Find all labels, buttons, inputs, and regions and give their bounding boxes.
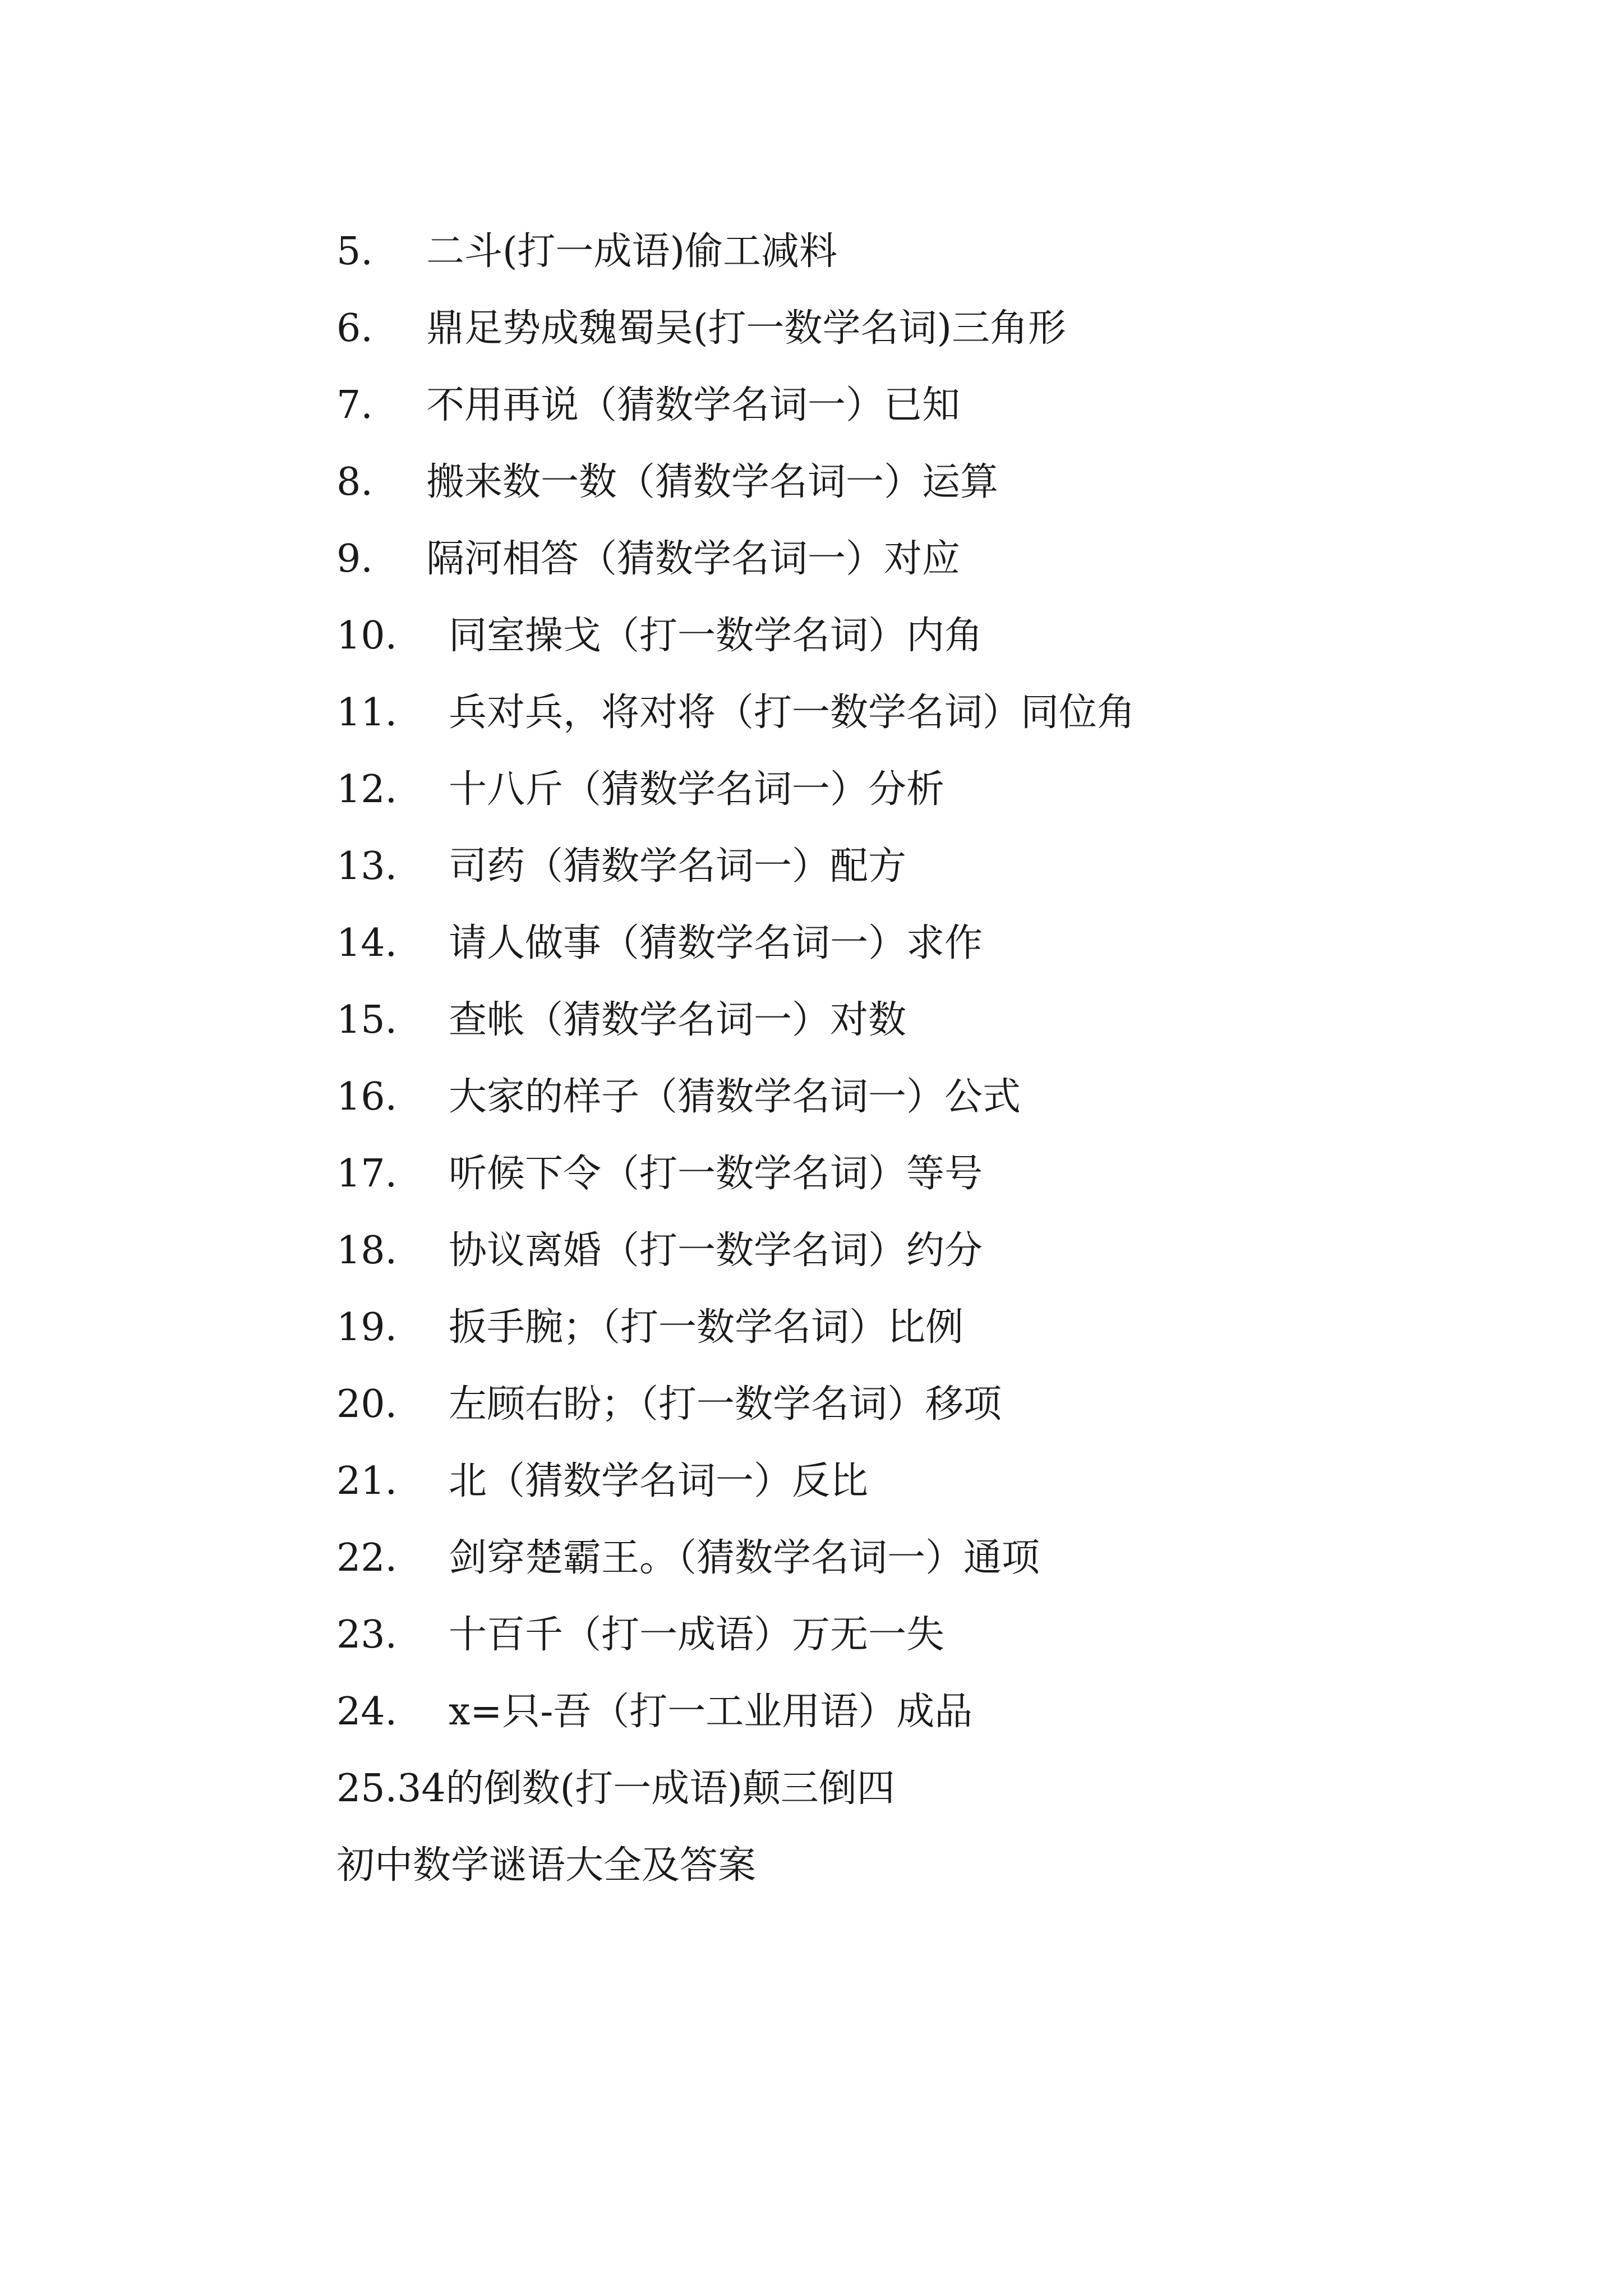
list-item [336, 521, 1458, 597]
item-text: 十八斤（猜数学名词一）分析 [449, 767, 945, 812]
item-number: 17. [336, 1152, 398, 1196]
item-text: 不用再说（猜数学名词一）已知 [426, 383, 961, 427]
item-number: 12. [336, 767, 398, 812]
item-number: 14. [336, 921, 398, 965]
list-item [336, 367, 1458, 444]
item-text: 兵对兵，将对将（打一数学名词）同位角 [449, 691, 1136, 735]
item-number: 13. [336, 844, 398, 889]
item-text: 二斗(打一成语)偷工减料 [426, 229, 838, 274]
item-number: 16. [336, 1075, 398, 1119]
item-text: 听候下令（打一数学名词）等号 [449, 1152, 983, 1196]
list-item [336, 1366, 1458, 1443]
item-text: x=只-吾（打一工业用语）成品 [449, 1690, 973, 1734]
item-number: 5. [336, 229, 373, 274]
item-text: 剑穿楚霸王。（猜数学名词一）通项 [449, 1536, 1040, 1580]
item-number: 19. [336, 1305, 398, 1350]
item-number: 24. [336, 1690, 398, 1734]
list-item [336, 674, 1458, 751]
item-text: 查帐（猜数学名词一）对数 [449, 998, 907, 1042]
list-item-25: 25.34的倒数(打一成语)颠三倒四 [336, 1766, 895, 1811]
list-item [336, 1289, 1458, 1366]
item-number: 7. [336, 383, 373, 427]
list-item [336, 982, 1458, 1059]
list-item [336, 1212, 1458, 1289]
item-text: 左顾右盼；（打一数学名词）移项 [449, 1382, 1002, 1427]
list-item [336, 1596, 1458, 1673]
list-item [336, 597, 1458, 674]
list-item [336, 1673, 1458, 1750]
item-text: 隔河相答（猜数学名词一）对应 [426, 537, 961, 581]
item-number: 10. [336, 614, 398, 658]
riddle-list [336, 213, 1458, 1904]
list-item [336, 444, 1458, 521]
item-text: 协议离婚（打一数学名词）约分 [449, 1228, 983, 1273]
item-text: 大家的样子（猜数学名词一）公式 [449, 1075, 1021, 1119]
item-number: 18. [336, 1228, 398, 1273]
item-text: 鼎足势成魏蜀吴(打一数学名词)三角形 [426, 306, 1067, 351]
item-number: 6. [336, 306, 373, 351]
list-item [336, 905, 1458, 982]
list-item [336, 828, 1458, 905]
list-item [336, 213, 1458, 290]
list-item [336, 1059, 1458, 1135]
item-number: 20. [336, 1382, 398, 1427]
document-title: 初中数学谜语大全及答案 [336, 1843, 757, 1888]
item-number: 8. [336, 460, 373, 504]
item-text: 搬来数一数（猜数学名词一）运算 [426, 460, 999, 504]
list-item [336, 290, 1458, 367]
item-number: 11. [336, 691, 398, 735]
item-number: 15. [336, 998, 398, 1042]
list-item [336, 751, 1458, 828]
item-text: 司药（猜数学名词一）配方 [449, 844, 907, 889]
list-item [336, 1520, 1458, 1596]
item-number: 22. [336, 1536, 398, 1580]
item-number: 23. [336, 1613, 398, 1657]
item-text: 扳手腕；（打一数学名词）比例 [449, 1305, 964, 1350]
item-text: 同室操戈（打一数学名词）内角 [449, 614, 983, 658]
list-item [336, 1443, 1458, 1520]
list-item [336, 1135, 1458, 1212]
item-text: 北（猜数学名词一）反比 [449, 1459, 869, 1503]
item-text: 请人做事（猜数学名词一）求作 [449, 921, 983, 965]
item-text: 十百千（打一成语）万无一失 [449, 1613, 945, 1657]
item-number: 21. [336, 1459, 398, 1503]
item-number: 9. [336, 537, 373, 581]
